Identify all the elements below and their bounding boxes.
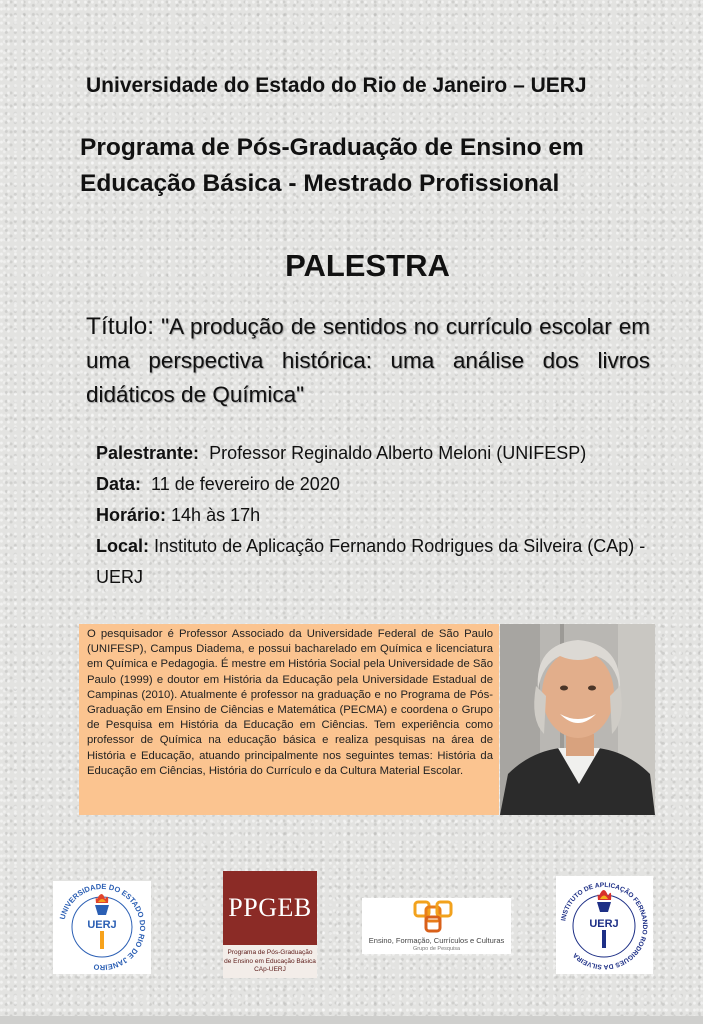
ppgeb-logo-subtitle [223, 945, 317, 978]
speaker-photo [500, 624, 655, 815]
date-value: 11 de fevereiro de 2020 [151, 474, 340, 494]
speaker-bio-box [79, 624, 499, 815]
speaker-photo-image [500, 624, 655, 815]
time-label: Horário: [96, 505, 167, 525]
cap-uerj-logo-center-text: UERJ [589, 918, 619, 930]
event-details [96, 438, 656, 593]
time-row [96, 500, 656, 531]
ppgeb-sub-line-1: Programa de Pós-Graduação [227, 949, 313, 956]
date-label: Data: [96, 474, 142, 494]
program-title [80, 130, 680, 202]
footer-strip [0, 1016, 703, 1024]
uerj-logo-ring-text: UNIVERSIDADE DO ESTADO DO RIO DE JANEIRO [57, 881, 148, 973]
speaker-row [96, 438, 656, 469]
speaker-label: Palestrante: [96, 443, 200, 463]
program-title-line-2: Educação Básica - Mestrado Profissional [80, 170, 560, 197]
event-type-heading: PALESTRA [285, 248, 450, 283]
date-row [96, 469, 656, 500]
ppgeb-logo [223, 871, 317, 978]
research-group-name: Ensino, Formação, Currículos e Culturas [368, 936, 505, 945]
speaker-value: Professor Reginaldo Alberto Meloni (UNIFESP) [209, 443, 587, 463]
place-row [96, 531, 656, 593]
uerj-logo [53, 881, 151, 974]
lecture-title [86, 310, 650, 412]
ppgeb-sub-line-2: de Ensino em Educação Básica [224, 957, 316, 965]
place-value: Instituto de Aplicação Fernando Rodrigues da Silveira (CAp) -UERJ [96, 536, 646, 587]
cap-uerj-logo [556, 876, 653, 974]
time-value: 14h às 17h [171, 505, 261, 525]
program-title-line-1: Programa de Pós-Graduação de Ensino em [80, 134, 584, 161]
research-group-logo [362, 898, 511, 954]
speaker-bio-text: O pesquisador é Professor Associado da Universidade Federal de São Paulo (UNIFESP), Campus Diadema, e possui bacharelado em Química e licenciatura em Química e Pedagogia. É mestre em História Social pela Universidade de São Paulo (1999) e doutor em História da Educação pela Universidade Estadual de Campinas (2010). Atualmente é professor na graduação e no Programa de Pós-Graduação em Ensino de Ciências e Matemática (PECMA) e coordena o Grupo de Pesquisa em História da Educação em Ciências. Tem experiência como professor de Química na educação básica e realiza pesquisas na área de História e Educação, atuando principalmente nos seguintes temas: História da Educação em Ciências, História do Currículo e da Cultura Material Escolar. [87, 628, 493, 777]
research-group-subtitle: Grupo de Pesquisa [412, 946, 461, 952]
ppgeb-logo-mark: PPGEB [228, 893, 312, 922]
research-group-logo-mark [362, 898, 511, 938]
university-name: Universidade do Estado do Rio de Janeiro – UERJ [86, 74, 587, 97]
uerj-logo-center-text: UERJ [87, 919, 117, 931]
title-text: "A produção de sentidos no currículo escolar em uma perspectiva histórica: uma análise dos livros didáticos de Química" [86, 314, 650, 407]
cap-uerj-logo-ring-text: INSTITUTO DE APLICAÇÃO FERNANDO RODRIGUES DA SILVEIRA [560, 881, 649, 971]
ppgeb-sub-line-3: CAp-UERJ [254, 966, 286, 973]
title-label: Título: [86, 313, 155, 340]
place-label: Local: [96, 536, 150, 556]
